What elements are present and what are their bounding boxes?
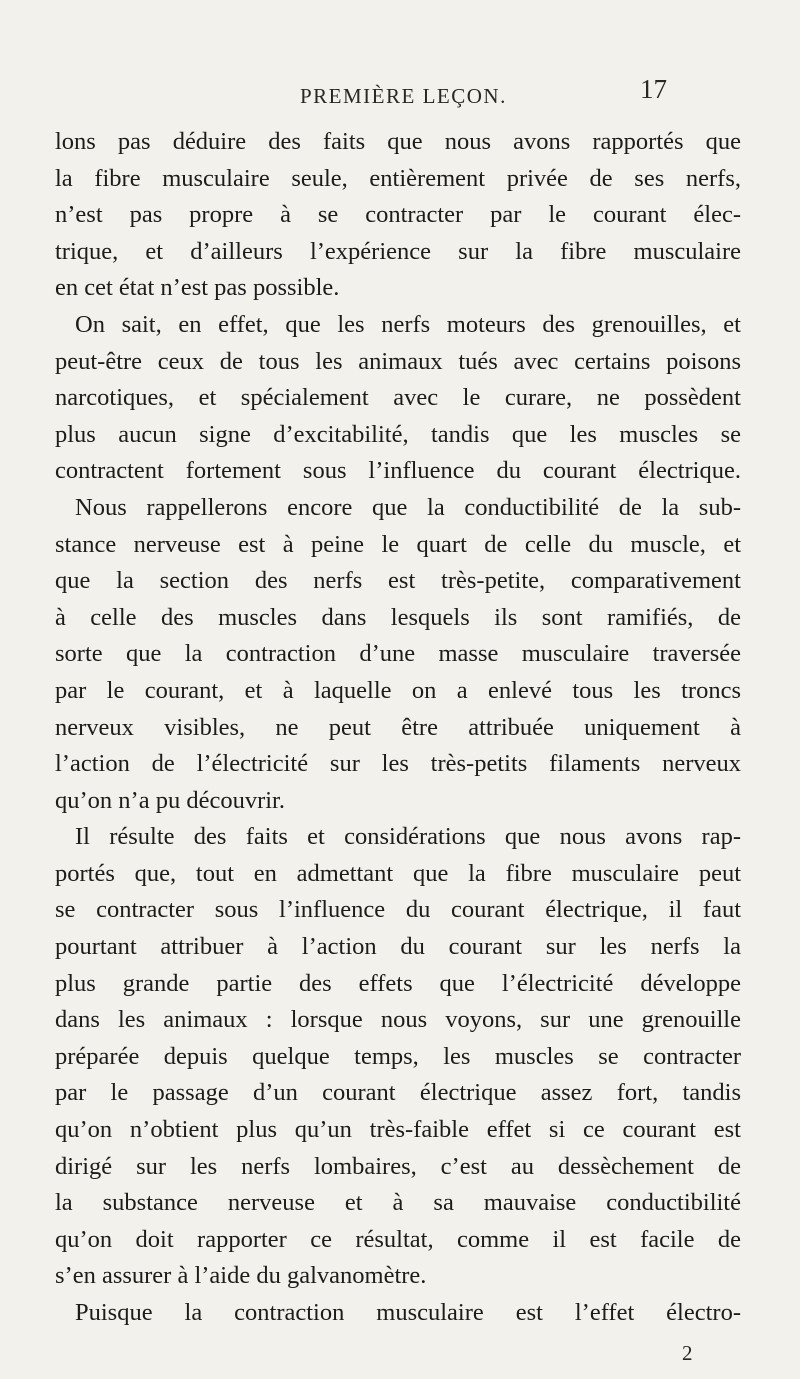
text-line: n’est pas propre à se contracter par le courant élec-: [55, 201, 741, 229]
text-line: nerveux visibles, ne peut être attribuée uniquement à: [55, 713, 741, 741]
text-line: On sait, en effet, que les nerfs moteurs des grenouilles, et: [75, 310, 741, 338]
text-line: Il résulte des faits et considérations que nous avons rap-: [75, 823, 741, 851]
body-text: [55, 124, 741, 1332]
text-line: sorte que la contraction d’une masse musculaire traversée: [55, 640, 741, 668]
text-line: par le passage d’un courant électrique assez fort, tandis: [55, 1079, 741, 1107]
text-line: dans les animaux : lorsque nous voyons, sur une grenouille: [55, 1006, 741, 1034]
running-head: PREMIÈRE LEÇON.: [300, 84, 507, 108]
text-line: plus aucun signe d’excitabilité, tandis que les muscles se: [55, 420, 741, 448]
text-line: qu’on doit rapporter ce résultat, comme il est facile de: [55, 1225, 741, 1253]
text-line: se contracter sous l’influence du courant électrique, il faut: [55, 896, 741, 924]
text-line: portés que, tout en admettant que la fibre musculaire peut: [55, 859, 741, 887]
text-line: dirigé sur les nerfs lombaires, c’est au dessèchement de: [55, 1152, 741, 1180]
text-line: Puisque la contraction musculaire est l’effet électro-: [75, 1299, 741, 1326]
text-line: à celle des muscles dans lesquels ils sont ramifiés, de: [55, 603, 741, 631]
text-line: contractent fortement sous l’influence du courant électrique.: [55, 457, 741, 485]
text-line: s’en assurer à l’aide du galvanomètre.: [55, 1262, 427, 1290]
text-line: que la section des nerfs est très-petite, comparativement: [55, 567, 741, 595]
text-line: peut-être ceux de tous les animaux tués avec certains poisons: [55, 347, 741, 375]
text-line: par le courant, et à laquelle on a enlevé tous les troncs: [55, 676, 741, 704]
text-line: Nous rappellerons encore que la conductibilité de la sub-: [75, 493, 741, 521]
text-line: pourtant attribuer à l’action du courant sur les nerfs la: [55, 933, 741, 961]
signature-mark: 2: [682, 1341, 693, 1365]
text-line: narcotiques, et spécialement avec le curare, ne possèdent: [55, 384, 741, 412]
text-line: préparée depuis quelque temps, les muscles se contracter: [55, 1042, 741, 1070]
text-line: l’action de l’électricité sur les très-petits filaments nerveux: [55, 750, 741, 778]
text-line: stance nerveuse est à peine le quart de celle du muscle, et: [55, 530, 741, 558]
text-line: la fibre musculaire seule, entièrement privée de ses nerfs,: [55, 164, 741, 192]
text-line: en cet état n’est pas possible.: [55, 274, 340, 302]
text-line: trique, et d’ailleurs l’expérience sur la fibre musculaire: [55, 237, 741, 265]
text-line: plus grande partie des effets que l’électricité développe: [55, 969, 741, 997]
text-line: la substance nerveuse et à sa mauvaise conductibilité: [55, 1189, 741, 1217]
page-number: 17: [640, 74, 667, 104]
text-line: qu’on n’obtient plus qu’un très-faible effet si ce courant est: [55, 1116, 741, 1144]
text-line: lons pas déduire des faits que nous avons rapportés que: [55, 128, 741, 155]
text-line: qu’on n’a pu découvrir.: [55, 786, 285, 814]
